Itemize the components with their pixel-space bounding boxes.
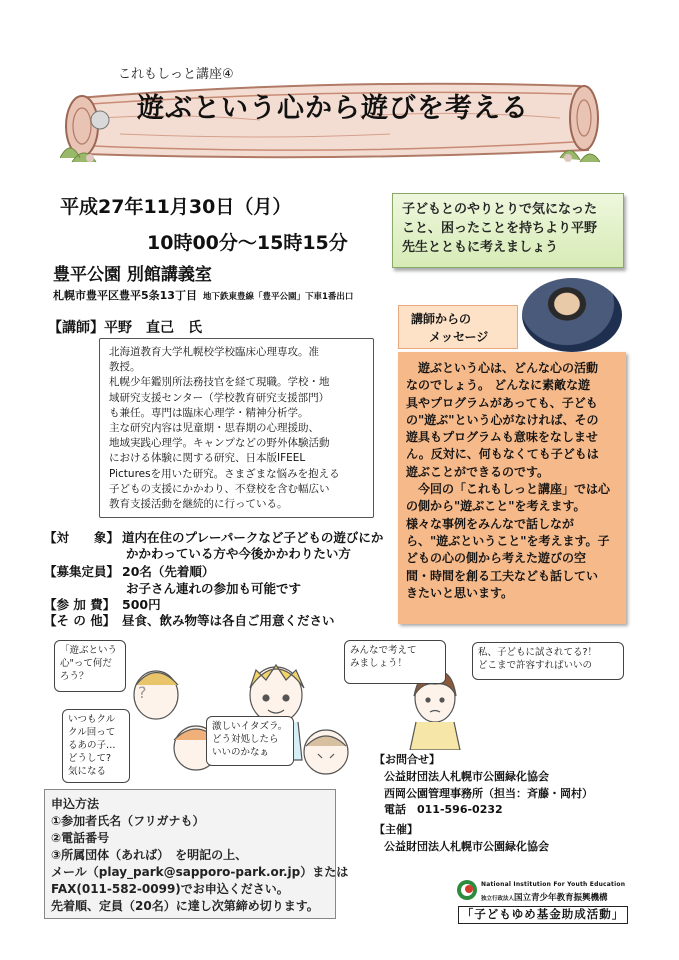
logo-english-name: National Institution For Youth Education [481,881,626,888]
logo-corp-type: 独立行政法人 [481,896,515,902]
message-line: ん。反対に、何もなくても子どもは [406,447,599,462]
bubble-line: ろう？ [60,671,89,682]
message-box [398,352,626,624]
application-line: ①参加者氏名（フリガナも） [51,814,205,828]
bubble-line: 私、子どもに試されてる?！ [478,647,598,658]
nye-logo-icon [456,879,478,901]
target-row [44,530,383,545]
address-text: 札幌市豊平区豊平5条13丁目 [53,289,197,302]
capacity-label: 【募集定員】 [44,564,120,579]
bubble-line: どう対処したら [212,734,279,745]
lecturer-bio-box [99,338,374,518]
message-line: なのでしょう。 どんなに素敵な遊 [406,378,591,393]
message-line: きたいと思います。 [406,585,514,600]
lecturer-heading: 【講師】平野 直己 氏 [48,320,202,336]
other-label: 【そ の 他】 [44,613,116,628]
bubble-line: どうして? [68,753,112,764]
message-line: の側から"遊ぶこと"を考えます。 [406,499,586,514]
other-row [44,613,335,628]
contact-office: 西岡公園管理事務所（担当：斉藤・岡村） [384,786,593,800]
message-line: 具やプログラムがあっても、子ども [406,395,598,410]
invitation-line: 子どもとのやりとりで気になった [402,202,598,217]
bio-line: 教育支援活動を継続的に行っている。 [109,498,288,511]
target-value: 道内在住のプレーパークなど子どもの遊びにか [122,530,384,545]
logo-japanese-name [481,891,608,903]
bio-line: 北海道教育大学札幌校学校臨床心理専攻。准 [109,346,319,358]
capacity-note: お子さん連れの参加も可能です [126,581,302,596]
capacity-value: 20名（先着順） [122,564,215,579]
message-line: どもの心の側から考えた遊びの空 [406,551,587,566]
message-line: 今回の「これもしっと講座」では心 [406,482,611,497]
application-line: ③所属団体（あれば） を明記の上、 [51,848,248,862]
host-block [374,821,549,855]
speech-bubble-2 [344,640,446,684]
host-heading: 【主催】 [374,823,418,836]
contact-heading: 【お問合せ】 [374,753,440,766]
svg-text:?: ? [138,683,147,702]
speech-bubble-1 [54,640,126,692]
application-heading: 申込方法 [51,797,100,811]
funding-tagline: 「子どもゆめ基金助成活動」 [458,906,628,924]
host-org: 公益財団法人札幌市公園緑化協会 [384,840,549,853]
application-line: ②電話番号 [51,831,110,845]
speech-bubble-3 [472,642,624,680]
speech-bubble-4 [62,709,130,783]
message-line: 様々な事例をみんなで話しなが [406,516,575,531]
lecturer-photo [522,278,622,352]
bubble-line: 激しいイタズラ。 [212,721,288,732]
message-line: の"遊ぶ"という心がなければ、その [406,412,599,427]
bubble-line: クル回って [68,727,116,738]
fee-value: 500円 [122,597,161,612]
event-date: 平成27年11月30日（月） [60,196,292,218]
bio-line: 子どもの支援にかかわり、不登校を含む幅広い [109,482,330,495]
bio-line: 地域実践心理学。キャンプなどの野外体験活動 [109,437,330,450]
message-line: ら、"遊ぶということ"を考えます。子 [406,533,610,548]
bio-line: 札幌少年鑑別所法務技官を経て現職。学校・地 [109,376,330,389]
message-heading [398,305,518,349]
contact-org: 公益財団法人札幌市公園緑化協会 [384,769,549,783]
bubble-line: 気になる [68,766,107,777]
invitation-box [392,193,624,268]
invitation-line: 先生とともに考えましょう [402,240,559,255]
page-title: 遊ぶという心から遊びを考える [137,93,529,124]
application-line: FAX(011-582-0099)でお申込ください。 [51,882,289,896]
application-line: 先着順、定員（20名）に達し次第締め切ります。 [51,899,319,913]
bubble-line: いつもクル [68,714,116,725]
bubble-line: るあの子… [68,740,116,751]
message-heading-line1: 講師からの [411,312,472,326]
access-text: 地下鉄東豊線「豊平公園」下車1番出口 [202,292,354,302]
target-label: 【対 象】 [44,530,120,545]
capacity-row [44,564,214,579]
bubble-line: 心"って何だ [60,658,112,669]
application-line: メール（play_park@sapporo-park.or.jp）または [51,865,349,879]
bubble-line: みましょう！ [350,658,408,669]
message-line: 遊ぶという心は、どんな心の活動 [406,361,599,375]
bubble-line: 「遊ぶという [60,645,118,656]
application-box [44,789,349,919]
logo-org-name: 国立青少年教育振興機構 [514,893,608,903]
speech-bubble-5 [206,716,294,766]
contact-block [374,752,593,819]
invitation-line: こと、困ったことを持ちより平野 [402,221,598,236]
bubble-line: どこまで許容すればいいの [478,660,593,671]
bio-line: も兼任。専門は臨床心理学・精神分析学。 [109,406,309,419]
event-address [53,287,353,303]
message-line: 間・時間を創る工夫なども話してい [406,568,599,583]
bio-line: 主な研究内容は児童期・思春期の心理援助、 [109,422,319,435]
message-line: 遊ぶことができるのです。 [406,464,550,479]
bio-line: 域研究支援センター（学校教育研究支援部門） [109,391,330,404]
event-time: 10時00分～15時15分 [147,232,348,254]
bio-line: 教授。 [109,361,141,374]
message-heading-line2: メッセージ [429,330,489,344]
bio-line: Picturesを用いた研究。さまざまな悩みを抱える [109,467,340,480]
fee-label: 【参 加 費】 [44,597,116,612]
series-label: これもしっと講座④ [118,67,234,82]
bubble-line: いいのかなぁ [212,747,270,758]
bubble-line: みんなで考えて [350,645,417,656]
contact-phone: 電話 011-596-0232 [384,803,503,817]
bio-line: における体験に関する研究、日本版IFEEL [109,452,306,465]
message-line: 遊具もプログラムも意味をなしませ [406,430,598,445]
event-venue: 豊平公園 別館講義室 [53,265,212,285]
target-value-cont: かかわっている方や今後かかわりたい方 [126,546,351,561]
fee-row [44,597,161,612]
other-value: 昼食、飲み物等は各自ご用意ください [122,613,335,628]
